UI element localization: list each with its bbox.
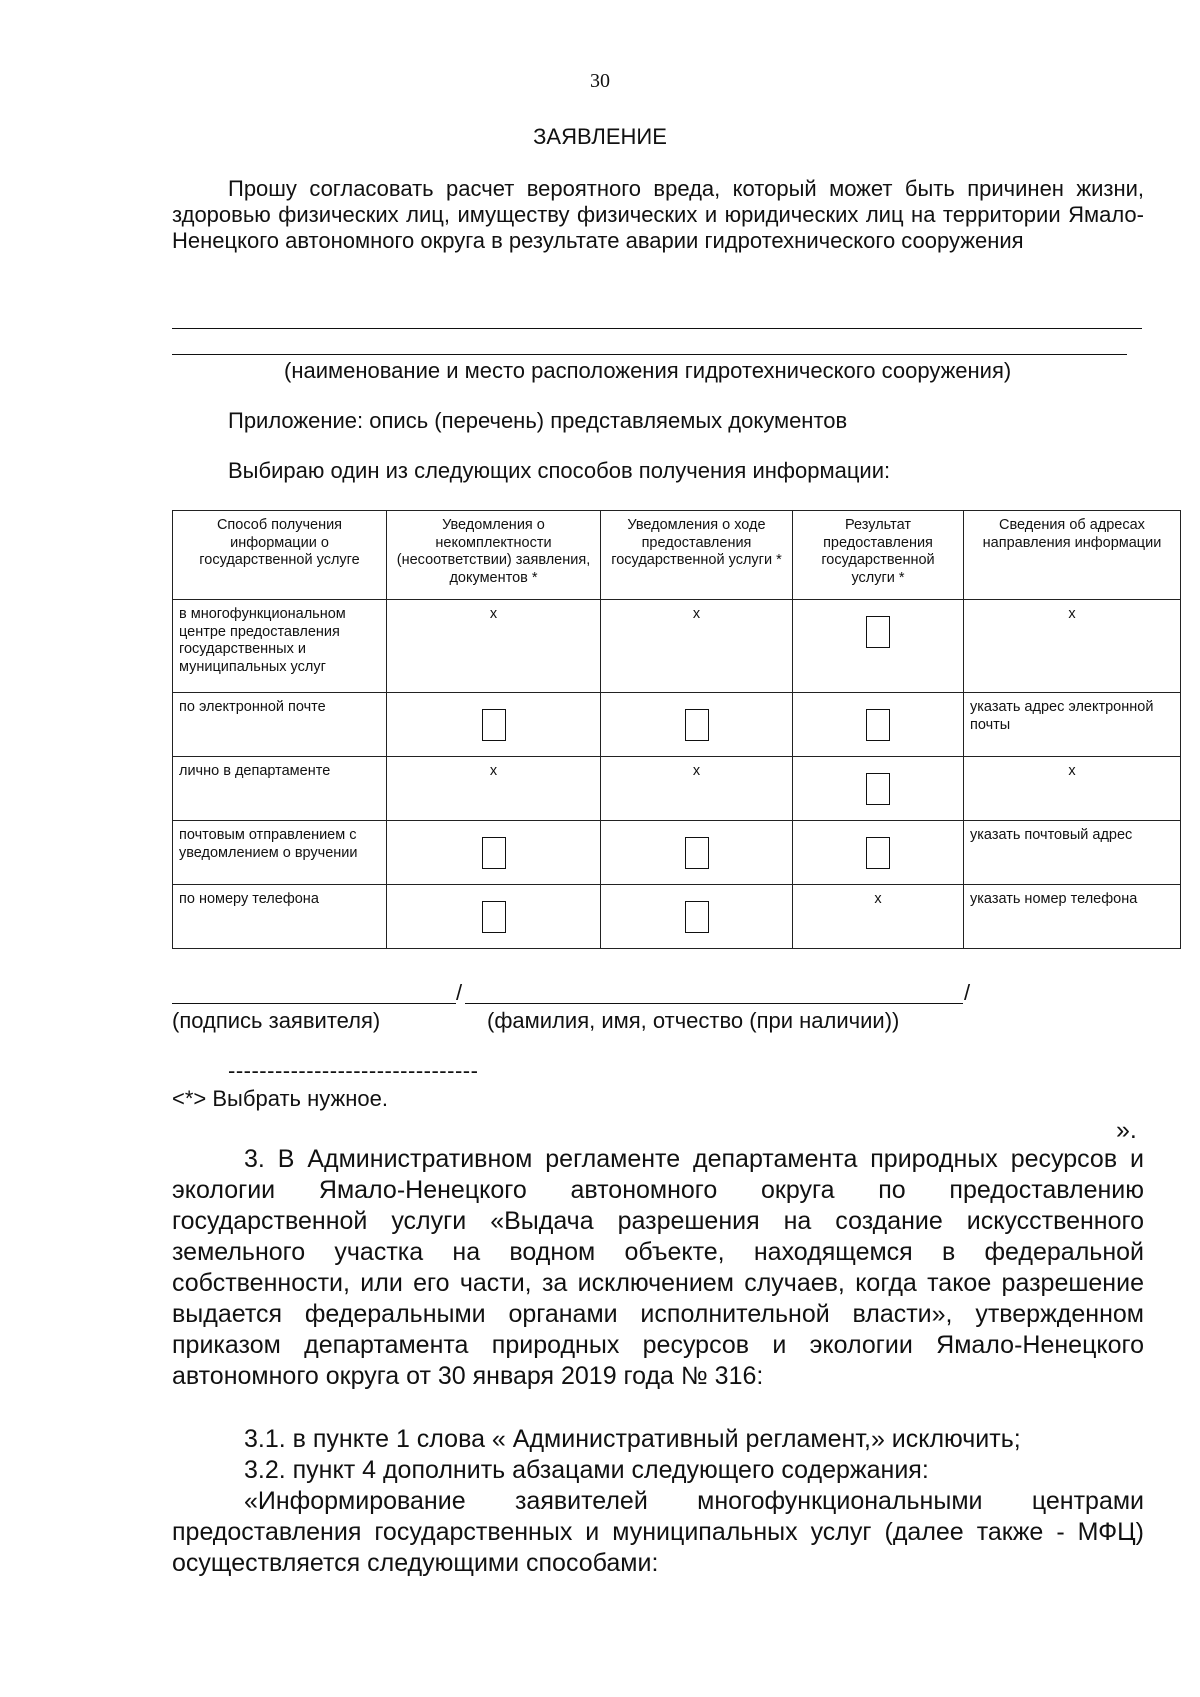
table-row [173,757,1181,821]
progress-checkbox[interactable] [685,837,709,869]
closing-quote-mark: ». [1116,1116,1137,1144]
header-addresses: Сведения об адресах направления информации [964,511,1181,600]
facility-line-1 [172,328,1142,329]
facility-line-2 [172,354,1127,355]
signature-line [172,1003,456,1004]
table-row [173,821,1181,885]
section-3-paragraph: 3. В Административном регламенте департамента природных ресурсов и экологии Ямало-Ненецкого автономного округа по предоставлению государственной услуги «Выдача разрешения на создание искусственного земельного участка на водном объекте, находящемся в федеральной собственности, или его части, за исключением случаев, когда такое разрешение выдается федеральными органами исполнительной власти», утвержденном приказом департамента природных ресурсов и экологии Ямало-Ненецкого автономного округа от 30 января 2019 года № 316: [172,1145,1144,1390]
progress-checkbox[interactable] [685,901,709,933]
not-applicable-mark: x [601,600,793,693]
not-applicable-mark: x [964,600,1181,693]
header-result: Результат предоставления государственной услуги * [793,511,964,600]
row-method-label: в многофункциональном центре предоставления государственных и муниципальных услуг [173,600,387,693]
table-header-row [173,511,1181,600]
footnote-rule: -------------------------------- [228,1058,479,1083]
table-row [173,885,1181,949]
row-method-label: по номеру телефона [173,885,387,949]
item-3-1: 3.1. в пункте 1 слова « Административный регламент,» исключить; [244,1425,1021,1453]
signature-slash: / [456,980,463,1005]
footnote-text: <*> Выбрать нужное. [172,1086,388,1111]
result-checkbox[interactable] [866,837,890,869]
not-applicable-mark: x [964,757,1181,821]
name-caption: (фамилия, имя, отчество (при наличии)) [487,1008,900,1033]
incompleteness-checkbox[interactable] [482,837,506,869]
page-number: 30 [590,70,610,92]
signature-caption: (подпись заявителя) [172,1008,381,1033]
name-slash: / [964,980,971,1005]
info-methods-table [172,510,1181,949]
row-method-label: лично в департаменте [173,757,387,821]
not-applicable-mark: x [793,885,964,949]
incompleteness-checkbox[interactable] [482,709,506,741]
table-row [173,600,1181,693]
header-method: Способ получения информации о государственной услуге [173,511,387,600]
result-checkbox[interactable] [866,616,890,648]
not-applicable-mark: x [601,757,793,821]
header-incompleteness: Уведомления о некомплектности (несоответствии) заявления, документов * [387,511,601,600]
not-applicable-mark: x [387,757,601,821]
result-checkbox[interactable] [866,709,890,741]
result-checkbox[interactable] [866,773,890,805]
header-progress: Уведомления о ходе предоставления государственной услуги * [601,511,793,600]
table-row [173,693,1181,757]
progress-checkbox[interactable] [685,709,709,741]
facility-caption: (наименование и место расположения гидротехнического сооружения) [284,358,1012,383]
attachment-text: Приложение: опись (перечень) представляемых документов [228,408,848,433]
choice-text: Выбираю один из следующих способов получения информации: [228,458,891,483]
row-method-label: почтовым отправлением с уведомлением о вручении [173,821,387,885]
address-hint: указать номер телефона [964,885,1181,949]
name-line [465,1003,963,1004]
mfc-quote-paragraph: «Информирование заявителей многофункциональными центрами предоставления государственных и муниципальных услуг (далее также - МФЦ) осуществляется следующими способами: [172,1487,1144,1577]
item-3-2: 3.2. пункт 4 дополнить абзацами следующего содержания: [244,1456,929,1484]
address-hint: указать почтовый адрес [964,821,1181,885]
not-applicable-mark: x [387,600,601,693]
incompleteness-checkbox[interactable] [482,901,506,933]
document-title: ЗАЯВЛЕНИЕ [533,124,667,149]
address-hint: указать адрес электронной почты [964,693,1181,757]
request-paragraph: Прошу согласовать расчет вероятного вреда, который может быть причинен жизни, здоровью физических лиц, имуществу физических и юридических лиц на территории Ямало-Ненецкого автономного округа в результате аварии гидротехнического сооружения [172,176,1144,253]
row-method-label: по электронной почте [173,693,387,757]
